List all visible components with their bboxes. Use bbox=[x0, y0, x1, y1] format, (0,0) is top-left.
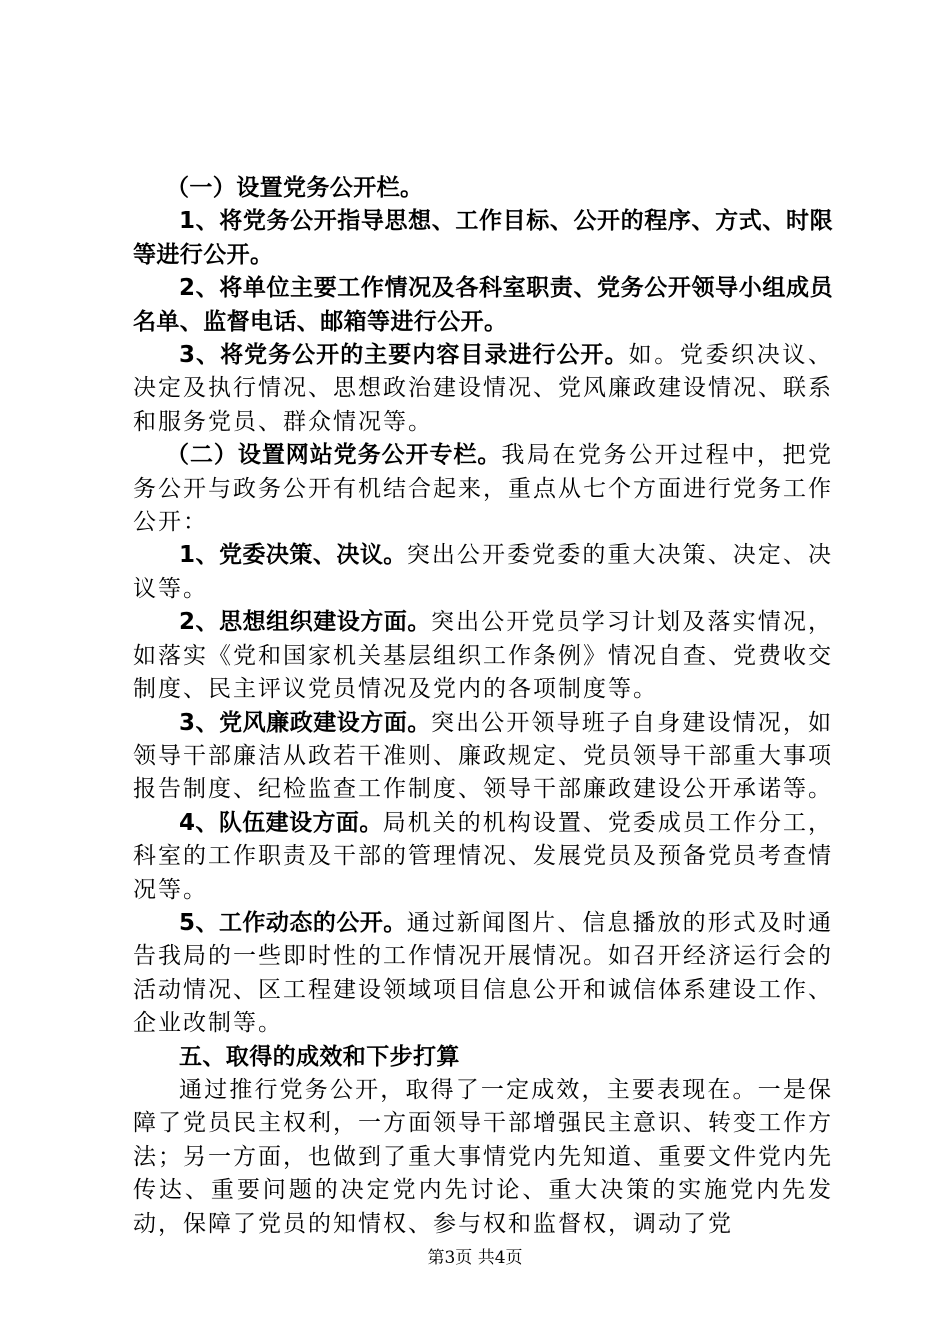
paragraph-lead: 3、将党务公开的主要内容目录进行公开。 bbox=[179, 342, 629, 369]
page-footer: 第3页 共4页 bbox=[427, 1248, 523, 1268]
paragraph bbox=[133, 606, 833, 706]
paragraph-text: 突出公开委党委的重大决策、决定、决议等。 bbox=[133, 542, 834, 602]
paragraph bbox=[133, 907, 833, 1041]
paragraph bbox=[133, 339, 833, 439]
paragraph bbox=[133, 707, 833, 807]
paragraph-text: 突出公开党员学习计划及落实情况，如落实《党和国家机关基层组织工作条例》情况自查、党费收交制度、民主评议党员情况及党内的各项制度等。 bbox=[133, 609, 834, 703]
paragraph-lead: （一）设置党务公开栏。 bbox=[166, 175, 424, 201]
paragraph bbox=[133, 539, 833, 606]
paragraph-text: 如。党委织决议、决定及执行情况、思想政治建设情况、党风廉政建设情况、联系和服务党员、群众情况等。 bbox=[133, 342, 834, 435]
paragraph-text: 通过新闻图片、信息播放的形式及时通告我局的一些即时性的工作情况开展情况。如召开经济运行会的活动情况、区工程建设领域项目信息公开和诚信体系建设工作、企业改制等。 bbox=[133, 909, 834, 1037]
paragraph-lead: 2、将单位主要工作情况及各科室职责、党务公开领导小组成员名单、监督电话、邮箱等进行公开。 bbox=[133, 275, 833, 335]
paragraph-text: 突出公开领导班子自身建设情况，如领导干部廉洁从政若干准则、廉政规定、党员领导干部重大事项报告制度、纪检监查工作制度、领导干部廉政建设公开承诺等。 bbox=[133, 709, 834, 803]
paragraph-text: 我局在党务公开过程中，把党务公开与政务公开有机结合起来，重点从七个方面进行党务工作公开： bbox=[133, 442, 834, 536]
paragraph-lead: 五、取得的成效和下步打算 bbox=[179, 1043, 460, 1070]
paragraph bbox=[133, 807, 833, 907]
paragraph bbox=[133, 1074, 833, 1241]
section-heading bbox=[133, 1041, 833, 1074]
paragraph-lead: 3、党风廉政建设方面。 bbox=[179, 709, 431, 736]
paragraph-lead: 4、队伍建设方面。 bbox=[179, 809, 383, 836]
paragraph-lead: （二）设置网站党务公开专栏。 bbox=[166, 442, 502, 469]
paragraph bbox=[133, 205, 833, 272]
paragraph-text: 局机关的机构设置、党委成员工作分工，科室的工作职责及干部的管理情况、发展党员及预备党员考查情况等。 bbox=[133, 809, 834, 903]
paragraph-lead: 1、将党务公开指导思想、工作目标、公开的程序、方式、时限等进行公开。 bbox=[133, 208, 833, 268]
paragraph bbox=[133, 272, 833, 339]
paragraph-lead: 1、党委决策、决议。 bbox=[179, 542, 407, 569]
paragraph bbox=[133, 439, 833, 539]
document-body bbox=[133, 172, 833, 1241]
paragraph-lead: 2、思想组织建设方面。 bbox=[179, 609, 431, 636]
paragraph-lead: 5、工作动态的公开。 bbox=[179, 909, 407, 936]
paragraph-text: 通过推行党务公开，取得了一定成效，主要表现在。一是保障了党员民主权利，一方面领导干部增强民主意识、转变工作方法；另一方面，也做到了重大事情党内先知道、重要文件党内先传达、重要问题的决定党内先讨论、重大决策的实施党内先发动，保障了党员的知情权、参与权和监督权，调动了党 bbox=[133, 1076, 833, 1237]
paragraph bbox=[133, 172, 833, 205]
